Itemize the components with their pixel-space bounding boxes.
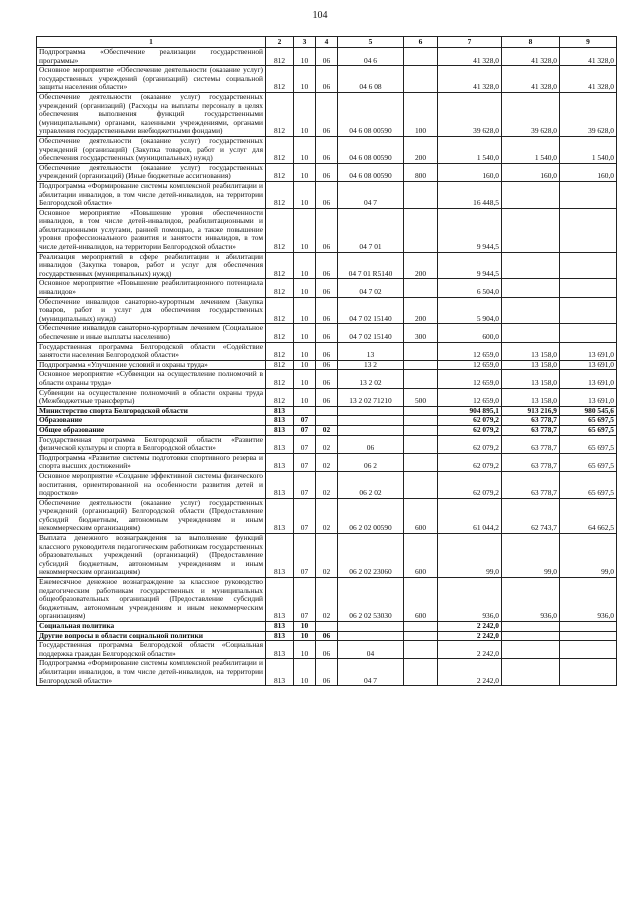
row-amount-year3-cell [560,659,617,686]
row-amount-year3-cell [560,641,617,659]
header-cell-5: 5 [338,37,404,48]
table-row [37,388,617,406]
row-section-cell: 10 [294,163,316,181]
row-name-cell: Выплата денежного вознаграждения за выполнение функций классного руководителя педагогическим работникам государственных образовательных учреждений (организаций) (Предоставление субсидий бюджетным, автономным учреждениям и иным некоммерческим организациям) [37,534,266,578]
row-amount-year3-cell: 13 691,0 [560,342,617,360]
row-amount-year3-cell: 980 545,6 [560,406,617,416]
row-expense-type-cell: 300 [404,324,438,342]
row-section-cell: 10 [294,659,316,686]
row-amount-year1-cell: 62 079,2 [438,416,502,426]
row-amount-year3-cell [560,631,617,641]
row-amount-year2-cell: 160,0 [502,163,560,181]
row-amount-year2-cell [502,622,560,632]
row-subsection-cell: 02 [316,453,338,471]
row-ministry-code-cell: 812 [266,279,294,297]
row-name-cell: Основное мероприятие «Повышение реабилитационного потенциала инвалидов» [37,279,266,297]
row-subsection-cell: 06 [316,370,338,388]
row-amount-year1-cell: 904 895,1 [438,406,502,416]
row-amount-year2-cell [502,279,560,297]
row-target-article-cell: 13 2 [338,360,404,370]
row-expense-type-cell: 600 [404,534,438,578]
row-expense-type-cell [404,279,438,297]
row-expense-type-cell [404,471,438,498]
row-amount-year1-cell: 5 904,0 [438,297,502,324]
row-name-cell: Подпрограмма «Обеспечение реализации государственной программы» [37,48,266,66]
row-ministry-code-cell: 813 [266,406,294,416]
row-target-article-cell: 13 [338,342,404,360]
row-subsection-cell: 02 [316,435,338,453]
row-amount-year2-cell: 913 216,9 [502,406,560,416]
row-amount-year3-cell: 65 697,5 [560,453,617,471]
row-expense-type-cell [404,360,438,370]
row-target-article-cell [338,425,404,435]
row-expense-type-cell [404,622,438,632]
row-target-article-cell: 04 7 02 15140 [338,297,404,324]
row-subsection-cell [316,622,338,632]
table-row [37,578,617,622]
row-target-article-cell: 04 7 01 [338,208,404,252]
row-amount-year1-cell: 62 079,2 [438,471,502,498]
row-section-cell: 10 [294,252,316,279]
row-amount-year3-cell: 41 328,0 [560,48,617,66]
row-amount-year1-cell: 41 328,0 [438,66,502,93]
row-amount-year3-cell [560,297,617,324]
row-amount-year2-cell [502,631,560,641]
table-row [37,453,617,471]
row-amount-year3-cell [560,279,617,297]
row-ministry-code-cell: 812 [266,181,294,208]
row-amount-year2-cell: 63 778,7 [502,435,560,453]
row-amount-year2-cell [502,659,560,686]
row-name-cell: Социальная политика [37,622,266,632]
row-subsection-cell: 06 [316,181,338,208]
row-name-cell: Ежемесячное денежное вознаграждение за классное руководство педагогическим работникам государственных и муниципальных общеобразовательных организаций (Предоставление субсидий бюджетным, автономным учреждениям и иным некоммерческим организациям) [37,578,266,622]
row-name-cell: Подпрограмма «Улучшение условий и охраны труда» [37,360,266,370]
row-target-article-cell: 04 7 02 15140 [338,324,404,342]
table-row [37,435,617,453]
row-expense-type-cell [404,425,438,435]
row-name-cell: Субвенции на осуществление полномочий в области охраны труда (Межбюджетные трансферты) [37,388,266,406]
row-section-cell: 10 [294,92,316,136]
row-expense-type-cell [404,641,438,659]
row-amount-year2-cell: 63 778,7 [502,453,560,471]
header-cell-7: 7 [438,37,502,48]
row-subsection-cell: 06 [316,324,338,342]
row-amount-year3-cell: 64 662,5 [560,498,617,533]
row-ministry-code-cell: 812 [266,370,294,388]
row-name-cell: Министерство спорта Белгородской области [37,406,266,416]
row-amount-year1-cell: 936,0 [438,578,502,622]
row-amount-year2-cell: 13 158,0 [502,342,560,360]
row-amount-year3-cell [560,252,617,279]
row-ministry-code-cell: 813 [266,534,294,578]
row-target-article-cell [338,631,404,641]
row-ministry-code-cell: 812 [266,252,294,279]
row-amount-year1-cell: 62 079,2 [438,453,502,471]
row-amount-year1-cell: 41 328,0 [438,48,502,66]
row-expense-type-cell [404,453,438,471]
row-amount-year1-cell: 12 659,0 [438,370,502,388]
row-ministry-code-cell: 812 [266,136,294,163]
row-amount-year2-cell: 41 328,0 [502,48,560,66]
row-target-article-cell: 04 6 08 [338,66,404,93]
row-subsection-cell: 06 [316,136,338,163]
row-expense-type-cell [404,66,438,93]
table-row [37,631,617,641]
row-subsection-cell: 06 [316,163,338,181]
row-target-article-cell: 13 2 02 71210 [338,388,404,406]
row-subsection-cell: 06 [316,208,338,252]
row-section-cell: 10 [294,342,316,360]
row-ministry-code-cell: 813 [266,622,294,632]
row-name-cell: Государственная программа Белгородской области «Развитие физической культуры и спорта в Белгородской области» [37,435,266,453]
row-section-cell: 07 [294,416,316,426]
row-expense-type-cell: 200 [404,297,438,324]
row-expense-type-cell: 600 [404,578,438,622]
row-amount-year1-cell: 160,0 [438,163,502,181]
row-amount-year2-cell [502,181,560,208]
row-target-article-cell: 06 2 02 00590 [338,498,404,533]
row-section-cell: 07 [294,425,316,435]
row-subsection-cell [316,416,338,426]
row-expense-type-cell [404,208,438,252]
table-row [37,416,617,426]
row-name-cell: Обеспечение деятельности (оказание услуг) государственных учреждений (организаций) (Иные бюджетные ассигнования) [37,163,266,181]
row-amount-year1-cell: 61 044,2 [438,498,502,533]
row-amount-year1-cell: 39 628,0 [438,92,502,136]
row-section-cell: 10 [294,641,316,659]
row-amount-year2-cell [502,641,560,659]
row-expense-type-cell: 200 [404,252,438,279]
row-ministry-code-cell: 813 [266,578,294,622]
row-name-cell: Основное мероприятие «Обеспечение деятельности (оказание услуг) государственных учреждений (организаций) системы социальной защиты населения области» [37,66,266,93]
row-amount-year2-cell: 39 628,0 [502,92,560,136]
row-section-cell: 07 [294,471,316,498]
row-subsection-cell: 06 [316,297,338,324]
row-section-cell: 10 [294,370,316,388]
row-target-article-cell: 04 6 08 00590 [338,92,404,136]
row-name-cell: Обеспечение инвалидов санаторно-курортным лечением (Социальное обеспечение и иные выплаты населению) [37,324,266,342]
row-amount-year1-cell: 62 079,2 [438,425,502,435]
header-cell-3: 3 [294,37,316,48]
row-amount-year2-cell [502,208,560,252]
row-amount-year3-cell: 13 691,0 [560,360,617,370]
row-subsection-cell: 02 [316,471,338,498]
row-ministry-code-cell: 812 [266,360,294,370]
row-target-article-cell: 06 2 02 23060 [338,534,404,578]
row-subsection-cell: 06 [316,48,338,66]
row-ministry-code-cell: 813 [266,471,294,498]
row-amount-year2-cell: 41 328,0 [502,66,560,93]
row-target-article-cell: 04 7 01 R5140 [338,252,404,279]
row-expense-type-cell [404,435,438,453]
row-subsection-cell: 06 [316,631,338,641]
table-row [37,641,617,659]
row-name-cell: Общее образование [37,425,266,435]
budget-table [36,36,617,686]
row-ministry-code-cell: 812 [266,66,294,93]
row-ministry-code-cell: 813 [266,416,294,426]
row-ministry-code-cell: 812 [266,48,294,66]
row-amount-year2-cell: 63 778,7 [502,425,560,435]
row-ministry-code-cell: 812 [266,297,294,324]
table-header-row [37,37,617,48]
row-amount-year2-cell: 936,0 [502,578,560,622]
row-amount-year3-cell: 41 328,0 [560,66,617,93]
row-amount-year2-cell: 62 743,7 [502,498,560,533]
row-amount-year3-cell [560,622,617,632]
row-ministry-code-cell: 813 [266,498,294,533]
row-section-cell: 10 [294,360,316,370]
row-amount-year2-cell [502,252,560,279]
row-subsection-cell: 06 [316,641,338,659]
row-subsection-cell [316,406,338,416]
table-row [37,252,617,279]
table-row [37,163,617,181]
row-target-article-cell: 06 2 02 53030 [338,578,404,622]
row-section-cell: 10 [294,66,316,93]
row-amount-year1-cell: 9 944,5 [438,208,502,252]
row-target-article-cell: 06 2 [338,453,404,471]
row-amount-year1-cell: 12 659,0 [438,388,502,406]
row-subsection-cell: 06 [316,252,338,279]
row-section-cell: 07 [294,435,316,453]
row-name-cell: Обеспечение деятельности (оказание услуг) государственных учреждений (организаций) (Расходы на выплаты персоналу в целях обеспечения выполнения функций государственными (муниципальными) органами, казенными учреждениями, органами управления государственными внебюджетными фондами) [37,92,266,136]
row-ministry-code-cell: 813 [266,631,294,641]
row-expense-type-cell: 800 [404,163,438,181]
table-row [37,324,617,342]
row-target-article-cell: 04 6 [338,48,404,66]
row-ministry-code-cell: 813 [266,425,294,435]
row-subsection-cell: 06 [316,66,338,93]
row-target-article-cell: 04 7 [338,181,404,208]
row-amount-year1-cell: 12 659,0 [438,342,502,360]
row-amount-year2-cell: 1 540,0 [502,136,560,163]
row-ministry-code-cell: 812 [266,342,294,360]
row-amount-year1-cell: 12 659,0 [438,360,502,370]
row-ministry-code-cell: 813 [266,659,294,686]
row-subsection-cell: 06 [316,92,338,136]
table-row [37,181,617,208]
table-row [37,425,617,435]
row-amount-year1-cell: 2 242,0 [438,622,502,632]
row-section-cell: 10 [294,631,316,641]
row-section-cell [294,406,316,416]
row-section-cell: 10 [294,388,316,406]
row-target-article-cell: 06 [338,435,404,453]
header-cell-2: 2 [266,37,294,48]
row-section-cell: 07 [294,534,316,578]
row-target-article-cell: 06 2 02 [338,471,404,498]
table-row [37,279,617,297]
table-row [37,370,617,388]
row-subsection-cell: 02 [316,498,338,533]
row-amount-year1-cell: 2 242,0 [438,659,502,686]
row-amount-year3-cell: 1 540,0 [560,136,617,163]
row-section-cell: 10 [294,181,316,208]
row-section-cell: 10 [294,136,316,163]
row-target-article-cell: 13 2 02 [338,370,404,388]
row-expense-type-cell [404,631,438,641]
row-amount-year1-cell: 6 504,0 [438,279,502,297]
header-cell-4: 4 [316,37,338,48]
row-section-cell: 10 [294,208,316,252]
row-name-cell: Обеспечение деятельности (оказание услуг) государственных учреждений (организаций) (Закупка товаров, работ и услуг для обеспечения государственных (муниципальных) нужд) [37,136,266,163]
header-cell-6: 6 [404,37,438,48]
row-section-cell: 10 [294,279,316,297]
row-section-cell: 10 [294,297,316,324]
row-amount-year3-cell: 99,0 [560,534,617,578]
row-expense-type-cell [404,370,438,388]
row-name-cell: Государственная программа Белгородской области «Содействие занятости населения Белгородской области» [37,342,266,360]
table-row [37,66,617,93]
row-section-cell: 10 [294,324,316,342]
row-ministry-code-cell: 813 [266,453,294,471]
row-name-cell: Обеспечение деятельности (оказание услуг) государственных учреждений (организаций) Белгородской области (Предоставление субсидий бюджетным, автономным учреждениям и иным некоммерческим организациям) [37,498,266,533]
row-section-cell: 07 [294,453,316,471]
table-row [37,136,617,163]
row-amount-year1-cell: 16 448,5 [438,181,502,208]
row-subsection-cell: 02 [316,425,338,435]
row-amount-year3-cell: 65 697,5 [560,425,617,435]
row-amount-year3-cell: 936,0 [560,578,617,622]
row-name-cell: Подпрограмма «Формирование системы комплексной реабилитации и абилитации инвалидов, в том числе детей-инвалидов, на территории Белгородской области» [37,659,266,686]
row-ministry-code-cell: 812 [266,324,294,342]
row-amount-year1-cell: 1 540,0 [438,136,502,163]
row-amount-year3-cell: 13 691,0 [560,388,617,406]
row-name-cell: Другие вопросы в области социальной политики [37,631,266,641]
row-target-article-cell: 04 7 [338,659,404,686]
row-section-cell: 07 [294,578,316,622]
row-target-article-cell: 04 7 02 [338,279,404,297]
row-expense-type-cell: 200 [404,136,438,163]
header-cell-1: 1 [37,37,266,48]
row-expense-type-cell: 100 [404,92,438,136]
row-target-article-cell: 04 6 08 00590 [338,163,404,181]
table-body [37,48,617,686]
table-row [37,534,617,578]
row-ministry-code-cell: 813 [266,435,294,453]
row-name-cell: Государственная программа Белгородской области «Социальная поддержка граждан Белгородской области» [37,641,266,659]
table-row [37,48,617,66]
header-cell-8: 8 [502,37,560,48]
header-cell-9: 9 [560,37,617,48]
row-expense-type-cell [404,416,438,426]
row-subsection-cell: 02 [316,578,338,622]
row-amount-year3-cell [560,324,617,342]
row-name-cell: Основное мероприятие «Повышение уровня обеспеченности инвалидов, в том числе детей-инвалидов, реабилитационными и абилитационными услугами, ранней помощью, а также повышение уровня профессионального развития и занятости инвалидов, в том числе детей-инвалидов, на территории Белгородской области» [37,208,266,252]
table-row [37,360,617,370]
row-expense-type-cell [404,48,438,66]
row-expense-type-cell: 500 [404,388,438,406]
row-subsection-cell: 06 [316,659,338,686]
row-amount-year3-cell: 65 697,5 [560,435,617,453]
table-row [37,406,617,416]
row-subsection-cell: 06 [316,342,338,360]
row-amount-year1-cell: 99,0 [438,534,502,578]
row-name-cell: Подпрограмма «Формирование системы комплексной реабилитации и абилитации инвалидов, в том числе детей-инвалидов, на территории Белгородской области» [37,181,266,208]
row-amount-year2-cell: 13 158,0 [502,370,560,388]
table-row [37,92,617,136]
row-expense-type-cell [404,406,438,416]
row-amount-year1-cell: 2 242,0 [438,631,502,641]
table-row [37,498,617,533]
row-target-article-cell [338,622,404,632]
row-amount-year2-cell [502,297,560,324]
table-row [37,297,617,324]
row-name-cell: Основное мероприятие «Создание эффективной системы физического воспитания, ориентированной на особенности развития детей и подростков» [37,471,266,498]
row-amount-year2-cell: 99,0 [502,534,560,578]
table-row [37,471,617,498]
row-name-cell: Подпрограмма «Развитие системы подготовки спортивного резерва и спорта высших достижений» [37,453,266,471]
row-target-article-cell [338,406,404,416]
row-amount-year1-cell: 9 944,5 [438,252,502,279]
row-amount-year3-cell: 13 691,0 [560,370,617,388]
row-ministry-code-cell: 812 [266,388,294,406]
row-name-cell: Реализация мероприятий в сфере реабилитации и абилитации инвалидов (Закупка товаров, работ и услуг для обеспечения государственных (муниципальных) нужд) [37,252,266,279]
row-target-article-cell: 04 [338,641,404,659]
row-name-cell: Обеспечение инвалидов санаторно-курортным лечением (Закупка товаров, работ и услуг для обеспечения государственных (муниципальных) нужд) [37,297,266,324]
row-target-article-cell [338,416,404,426]
row-amount-year1-cell: 600,0 [438,324,502,342]
row-amount-year3-cell [560,208,617,252]
row-expense-type-cell: 600 [404,498,438,533]
row-expense-type-cell [404,659,438,686]
row-amount-year3-cell: 65 697,5 [560,416,617,426]
row-amount-year2-cell: 63 778,7 [502,471,560,498]
row-amount-year2-cell: 13 158,0 [502,388,560,406]
row-subsection-cell: 06 [316,279,338,297]
table-row [37,342,617,360]
row-ministry-code-cell: 812 [266,208,294,252]
row-ministry-code-cell: 812 [266,163,294,181]
row-name-cell: Основное мероприятие «Субвенции на осуществление полномочий в области охраны труда» [37,370,266,388]
row-amount-year2-cell: 13 158,0 [502,360,560,370]
row-ministry-code-cell: 813 [266,641,294,659]
row-amount-year1-cell: 2 242,0 [438,641,502,659]
row-amount-year2-cell [502,324,560,342]
row-ministry-code-cell: 812 [266,92,294,136]
row-section-cell: 07 [294,498,316,533]
row-amount-year2-cell: 63 778,7 [502,416,560,426]
row-amount-year3-cell: 160,0 [560,163,617,181]
row-name-cell: Образование [37,416,266,426]
row-expense-type-cell [404,342,438,360]
row-amount-year3-cell: 39 628,0 [560,92,617,136]
row-amount-year3-cell: 65 697,5 [560,471,617,498]
row-section-cell: 10 [294,622,316,632]
row-subsection-cell: 06 [316,388,338,406]
row-subsection-cell: 02 [316,534,338,578]
page-number: 104 [312,10,328,21]
table-row [37,659,617,686]
row-section-cell: 10 [294,48,316,66]
table-row [37,208,617,252]
row-target-article-cell: 04 6 08 00590 [338,136,404,163]
row-expense-type-cell [404,181,438,208]
row-amount-year3-cell [560,181,617,208]
row-amount-year1-cell: 62 079,2 [438,435,502,453]
table-row [37,622,617,632]
row-subsection-cell: 06 [316,360,338,370]
